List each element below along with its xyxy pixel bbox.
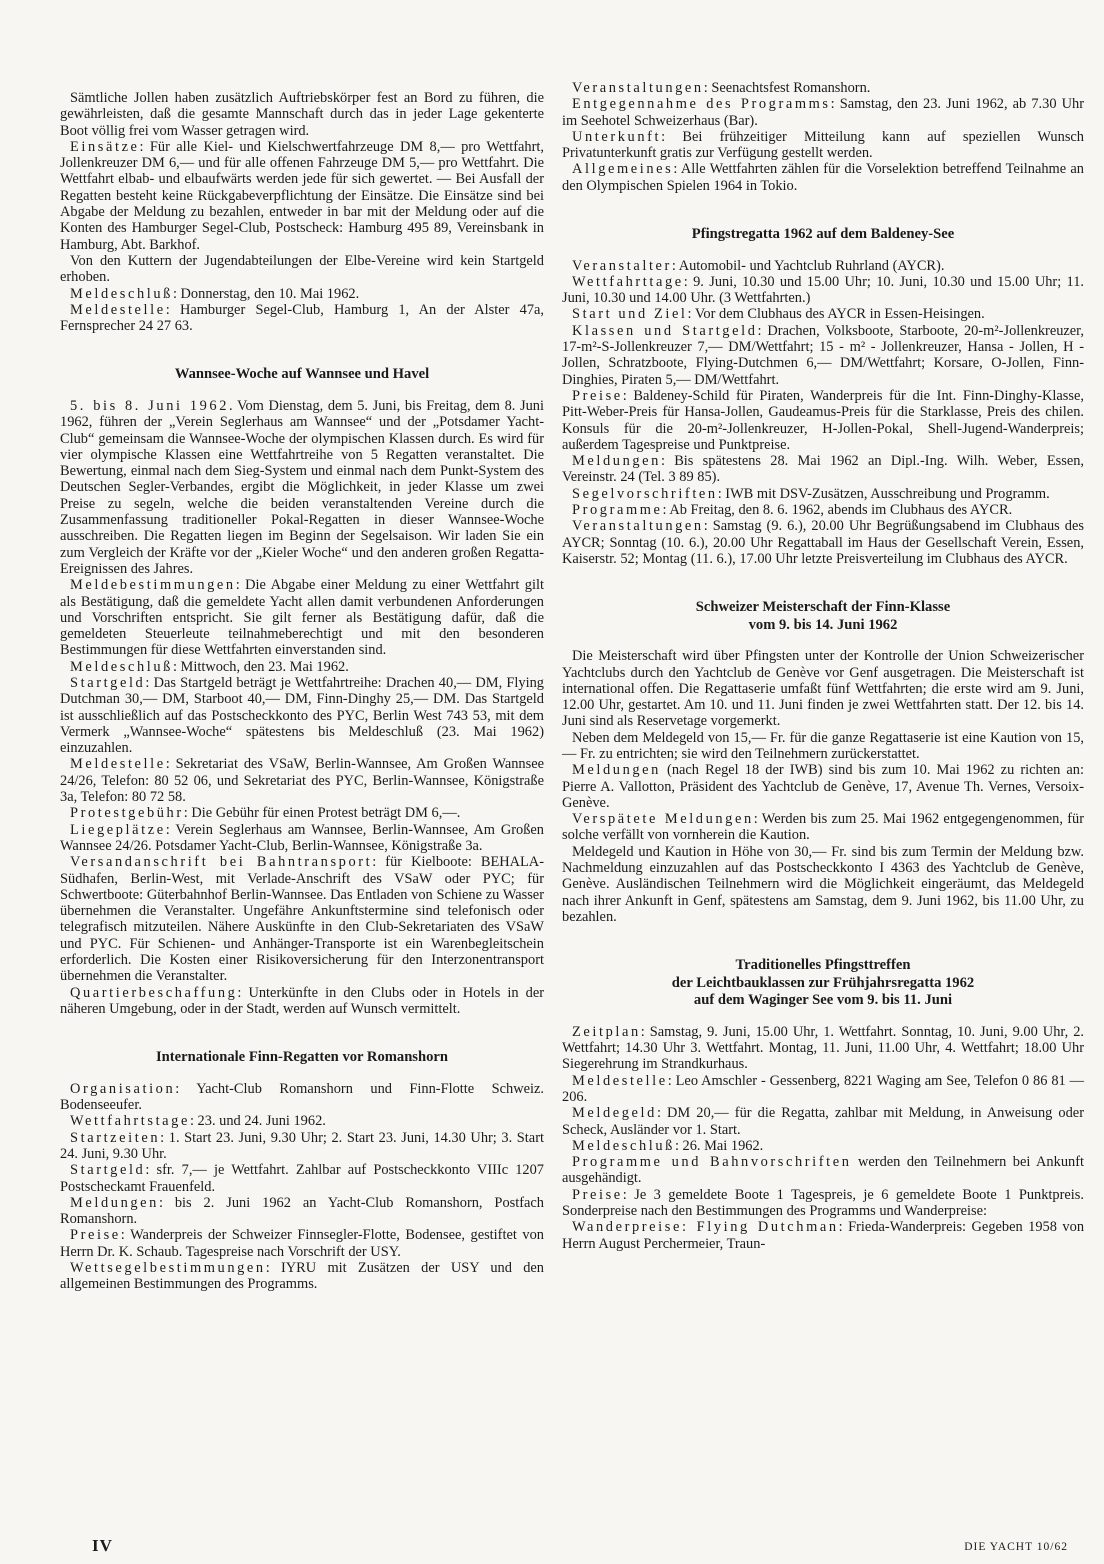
paragraph <box>562 811 1084 844</box>
paragraph <box>562 1187 1084 1220</box>
paragraph-text: : bis 2. Juni 1962 an Yacht-Club Romanshorn, Postfach Romanshorn. <box>60 1194 544 1228</box>
paragraph-text: : Hamburger Segel-Club, Hamburg 1, An der Alster 47a, Fernsprecher 24 27 63. <box>60 301 544 335</box>
right-column <box>562 80 1084 1252</box>
paragraph <box>60 1081 544 1114</box>
paragraph <box>60 675 544 756</box>
paragraph-lead: Klassen und Startgeld <box>572 322 758 339</box>
paragraph-lead: Wanderpreise: Flying Dutchman <box>572 1219 839 1236</box>
paragraph <box>562 648 1084 729</box>
paragraph-text: : Das Startgeld beträgt je Wettfahrtreihe: Drachen 40,— DM, Flying Dutchman 30,— DM, Starboot 40,— DM, Finn-Dinghy 25,— DM. Das Startgeld ist ausschließlich auf das Postscheckkonto des PYC, Berlin West 743 53, mit dem Vermerk „Wannsee-Woche“ spätestens bis Meldeschluß (23. Mai 1962) einzuzahlen. <box>60 675 544 757</box>
paragraph <box>60 756 544 805</box>
paragraph-lead: Preise <box>572 387 623 404</box>
paragraph-lead: Wettfahrttage <box>572 273 684 290</box>
paragraph <box>562 844 1084 925</box>
paragraph-text: : 9. Juni, 10.30 und 15.00 Uhr; 10. Juni, 10.30 und 15.00 Uhr; 11. Juni, 10.30 und 14.00 Uhr. (3 Wettfahrten.) <box>562 273 1084 307</box>
heading-line: Internationale Finn-Regatten vor Romanshorn <box>155 1049 448 1066</box>
paragraph <box>562 486 1084 502</box>
paragraph-lead: 5. bis 8. Juni 1962 <box>70 397 229 414</box>
wannsee-section <box>60 398 544 1017</box>
paragraph <box>562 453 1084 486</box>
paragraph <box>562 96 1084 129</box>
paragraph-text: Von den Kuttern der Jugendabteilungen der Elbe-Vereine wird kein Startgeld erhoben. <box>60 252 544 286</box>
section-heading-finn-regatten <box>60 1049 544 1067</box>
paragraph-lead: Zeitplan <box>572 1023 641 1040</box>
paragraph <box>60 253 544 286</box>
paragraph <box>562 323 1084 388</box>
paragraph-text: : Die Abgabe einer Meldung zu einer Wettfahrt gilt als Bestätigung, daß die gemeldete Yacht allen damit verbundenen Anforderungen und Vorschriften entspricht. Sie gilt ferner als Bestätigung dafür, daß die gemeldeten Steuerleute teilnahmeberechtigt und mit den besonderen Bestimmungen für diese Wettfahrten einverstanden sind. <box>60 577 544 659</box>
paragraph-text: : Sekretariat des VSaW, Berlin-Wannsee, Am Großen Wannsee 24/26, Telefon: 80 52 06, und Sekretariat des PYC, Berlin-Wannsee, Königstraße 3a, Telefon: 80 72 58. <box>60 756 544 806</box>
paragraph-text: : Ab Freitag, den 8. 6. 1962, abends im Clubhaus des AYCR. <box>662 502 1013 519</box>
paragraph-text: : Baldeney-Schild für Piraten, Wanderpreis für die Int. Finn-Dinghy-Klasse, Pitt-Weber-Preis für Hansa-Jollen, Gaudeamus-Preis für die Starklasse, Preis des chilen. Konsuls für die 20-m²-Jollenkreuzer, H-Jollen-Pokal, Shell-Jugend-Wanderpreis; außerdem Tagespreise und Punktpreise. <box>562 387 1084 453</box>
paragraph-text: : Bei frühzeitiger Mitteilung kann auf speziellen Wunsch Privatunterkunft gratis zur Verfügung gestellt werden. <box>562 128 1084 162</box>
paragraph <box>60 1260 544 1293</box>
paragraph <box>60 1113 544 1129</box>
paragraph-lead: Meldungen <box>70 1194 159 1211</box>
section-heading-wannsee <box>60 366 544 384</box>
paragraph-lead: Meldestelle <box>572 1072 668 1089</box>
paragraph-text: Sämtliche Jollen haben zusätzlich Auftriebskörper fest an Bord zu führen, die gewährleisten, daß die gesamte Mannschaft durch das in jeder Lage gekenterte Boot völlig frei vom Wasser getragen wird. <box>60 90 544 139</box>
paragraph-text: : Verein Seglerhaus am Wannsee, Berlin-Wannsee, Am Großen Wannsee 24/26. Potsdamer Yacht-Club, Berlin-Wannsee, Königstraße 3a. <box>60 821 544 854</box>
baldeney-section <box>562 258 1084 568</box>
paragraph <box>562 388 1084 453</box>
paragraph-text: : Vor dem Clubhaus des AYCR in Essen-Heisingen. <box>687 306 985 323</box>
paragraph <box>60 90 544 139</box>
paragraph-text: : Für alle Kiel- und Kielschwertfahrzeuge DM 8,— pro Wettfahrt, Jollenkreuzer DM 6,— und für alle offenen Fahrzeuge DM 5,— pro Wettfahrt. Die Wettfahrt elbab- und elbaufwärts werden jede für sich gewertet. — Bei Ausfall der Regatten besteht keine Rückgabeverpflichtung der Einsätze. Die Einsätze sind bei Abgabe der Meldung zu bezahlen, entweder in bar mit der Meldung oder auf die Konten des Hamburger Segel-Club, Postscheck: Hamburg 495 89, Vereinsbank in Hamburg, Abt. Barkhof. <box>60 138 544 253</box>
paragraph <box>562 306 1084 322</box>
paragraph-text: : Samstag, den 23. Juni 1962, ab 7.30 Uhr im Seehotel Schweizerhaus (Bar). <box>562 96 1084 129</box>
paragraph <box>60 1162 544 1195</box>
section-heading-baldeney <box>562 226 1084 244</box>
paragraph-text: : 26. Mai 1962. <box>674 1137 764 1154</box>
paragraph-text: Die Meisterschaft wird über Pfingsten unter der Kontrolle der Union Schweizerischer Yachtclubs durch den Yachtclub de Genève vor Genf ausgetragen. Die Meisterschaft ist international offen. Die Regattaserie umfaßt fünf Wettfahrten; die erste wird am 9. Juni, 12.00 Uhr, gestartet. Am 10. und 11. Juni finden je zwei Wettfahrten statt. Der 12. bis 14. Juni sind als Reservetage vorgemerkt. <box>562 648 1084 730</box>
paragraph-lead: Versandanschrift bei Bahntransport <box>70 854 373 871</box>
paragraph-lead: Verspätete Meldungen <box>572 811 754 828</box>
paragraph <box>562 80 1084 96</box>
finn-regatten-continued <box>562 80 1084 194</box>
paragraph-text: : für Kielboote: BEHALA-Südhafen, Berlin-West, mit Verlade-Anschrift des VSaW oder PYC; für Schwertboote: Güterbahnhof Berlin-Wannsee. Das Entladen von Schiene zu Wasser übernehmen die Veranstalter. Ungefähre Ankunftstermine sind telefonisch oder telegrafisch mitzuteilen. Nähere Auskünfte in den Club-Sekretariaten des VSaW und PYC. Für Schienen- und Anhänger-Transporte ist ein Warenbegleitschein erforderlich. Die Kosten einer Risikoversicherung für den Interzonentransport übernehmen die Veranstalter. <box>60 854 544 985</box>
section-heading-schweizer-meisterschaft <box>562 599 1084 634</box>
paragraph-text: : Wanderpreis der Schweizer Finnsegler-Flotte, Bodensee, gestiftet von Herrn Dr. K. Schaub. Tagespreise nach Vorschrift der USY. <box>60 1227 544 1260</box>
paragraph <box>60 822 544 855</box>
paragraph-text: : Donnerstag, den 10. Mai 1962. <box>172 285 360 302</box>
paragraph <box>60 659 544 675</box>
paragraph-text: : DM 20,— für die Regatta, zahlbar mit Meldung, in Anweisung oder Scheck, Ausländer vor 1. Start. <box>562 1105 1084 1138</box>
paragraph-text: . Vom Dienstag, dem 5. Juni, bis Freitag, dem 8. Juni 1962, führen der „Verein Seglerhaus am Wannsee“ und der „Potsdamer Yacht-Club“ gemeinsam die Wannsee-Woche der olympischen Klassen durch. Es wird für vier olympische Klassen eine Wettfahrtreihe von 5 Regatten veranstaltet. Die Bewertung, einmal nach dem Sieg-System und einmal nach dem Punkt-System des Deutschen Segler-Verbandes, ergibt die Möglichkeit, in jeder Klasse um zwei Preise zu segeln, welche die beiden veranstaltenden Vereine durch die Zusammenfassung traditioneller Pokal-Regatten in dieser Wannsee-Woche ausschreiben. Die Regatten liegen im Beginn der Segelsaison. Wir laden Sie ein zum Vergleich der Kräfte vor der „Kieler Woche“ und den anderen großen Regatta-Ereignissen des Jahres. <box>60 397 544 577</box>
intro-section <box>60 90 544 334</box>
paragraph-lead: Meldestelle <box>70 756 166 773</box>
paragraph-lead: Start und Ziel <box>572 306 688 323</box>
paragraph-lead: Preise <box>70 1227 121 1244</box>
paragraph-lead: Protestgebühr <box>70 805 184 822</box>
heading-line: auf dem Waginger See vom 9. bis 11. Juni <box>693 992 953 1009</box>
paragraph <box>60 805 544 821</box>
paragraph-lead: Programme <box>572 502 663 519</box>
paragraph-text: : 1. Start 23. Juni, 9.30 Uhr; 2. Start 23. Juni, 14.30 Uhr; 3. Start 24. Juni, 9.30 Uhr. <box>60 1129 544 1162</box>
heading-line: Wannsee-Woche auf Wannsee und Havel <box>174 366 430 383</box>
paragraph-lead: Wettsegelbestimmungen <box>70 1260 266 1276</box>
paragraph-text: : Seenachtsfest Romanshorn. <box>703 80 871 96</box>
finn-regatten-section <box>60 1081 544 1293</box>
page-number: IV <box>92 1536 113 1555</box>
paragraph-lead: Organisation <box>70 1080 176 1097</box>
paragraph-lead: Unterkunft <box>572 128 662 145</box>
heading-line: Traditionelles Pfingsttreffen <box>735 957 911 974</box>
paragraph <box>562 1024 1084 1073</box>
paragraph <box>562 502 1084 518</box>
paragraph-lead: Meldeschluß <box>70 658 173 675</box>
paragraph-lead: Meldegeld <box>572 1105 657 1122</box>
paragraph <box>562 762 1084 811</box>
paragraph-lead: Startzeiten <box>70 1129 161 1146</box>
schweizer-meisterschaft-section <box>562 648 1084 925</box>
paragraph-lead: Meldestelle <box>70 301 166 318</box>
waging-section <box>562 1024 1084 1252</box>
paragraph <box>562 1219 1084 1252</box>
paragraph-lead: Allgemeines <box>572 161 674 178</box>
paragraph <box>60 1130 544 1163</box>
paragraph-text: : sfr. 7,— je Wettfahrt. Zahlbar auf Postscheckkonto VIIIc 1207 Postscheckamt Frauenfeld. <box>60 1162 544 1195</box>
paragraph <box>60 1227 544 1260</box>
paragraph-lead: Veranstaltungen <box>572 80 704 96</box>
paragraph-text: : Frieda-Wanderpreis: Gegeben 1958 von Herrn August Perchermeier, Traun- <box>562 1219 1085 1252</box>
paragraph-text: (nach Regel 18 der IWB) sind bis zum 10. Mai 1962 zu richten an: Pierre A. Vallotton, Präsident des Yachtclub de Genève, 17, Avenue Th. Vernes, Versoix-Genève. <box>562 762 1084 811</box>
paragraph <box>60 985 544 1018</box>
paragraph-lead: Einsätze <box>70 138 140 155</box>
paragraph <box>562 1154 1084 1187</box>
paragraph-text: Neben dem Meldegeld von 15,— Fr. für die ganze Regattaserie ist eine Kaution von 15,— Fr. zu entrichten; sie wird den Teilnehmern zurückerstattet. <box>562 729 1084 762</box>
paragraph-text: : Samstag, 9. Juni, 15.00 Uhr, 1. Wettfahrt. Sonntag, 10. Juni, 9.00 Uhr, 2. Wettfahrt; 14.30 Uhr 3. Wettfahrt. Montag, 11. Juni, 11.00 Uhr, 4. Wettfahrt; 18.00 Uhr Siegerehrung im Strandkurhaus. <box>562 1023 1084 1073</box>
paragraph-text: : Alle Wettfahrten zählen für die Vorselektion betreffend Teilnahme an den Olympischen Spielen 1964 in Tokio. <box>562 161 1084 194</box>
paragraph <box>562 161 1084 194</box>
left-column <box>60 90 544 1293</box>
paragraph-text: : Yacht-Club Romanshorn und Finn-Flotte Schweiz. Bodenseeufer. <box>60 1080 544 1114</box>
paragraph-text: Meldegeld und Kaution in Höhe von 30,— Fr. sind bis zum Termin der Meldung bzw. Nachmeldung einzuzahlen auf das Postscheckkonto I 4363 des Yachtclub de Genève, Genève. Ausländischen Teilnehmern wird die Möglichkeit eingeräumt, das Meldegeld nach ihrer Ankunft in Genf, spätestens am Samstag, dem 9. Juni 1962, bis 11.00 Uhr, zu bezahlen. <box>562 843 1084 925</box>
paragraph <box>562 1073 1084 1106</box>
paragraph-text: : 23. und 24. Juni 1962. <box>189 1113 326 1130</box>
paragraph <box>562 1138 1084 1154</box>
paragraph-lead: Entgegennahme des Programms <box>572 96 831 113</box>
paragraph <box>562 518 1084 567</box>
paragraph-text: : Unterkünfte in den Clubs oder in Hotels in der näheren Umgebung, oder in der Stadt, werden auf Wunsch vermittelt. <box>60 984 544 1017</box>
paragraph <box>60 1195 544 1228</box>
paragraph <box>562 730 1084 763</box>
paragraph-text: : IWB mit DSV-Zusätzen, Ausschreibung und Programm. <box>717 485 1050 502</box>
paragraph <box>562 258 1084 274</box>
paragraph-lead: Startgeld <box>70 675 146 691</box>
paragraph-text: : Mittwoch, den 23. Mai 1962. <box>172 658 349 675</box>
paragraph <box>60 139 544 253</box>
paragraph-lead: Meldungen <box>572 762 661 779</box>
paragraph-lead: Startgeld <box>70 1162 146 1179</box>
paragraph <box>60 286 544 302</box>
heading-line: vom 9. bis 14. Juni 1962 <box>748 616 898 633</box>
heading-line: Pfingstregatta 1962 auf dem Baldeney-See <box>691 226 955 243</box>
section-heading-waging <box>562 957 1084 1010</box>
paragraph-text: : Drachen, Volksboote, Starboote, 20-m²-Jollenkreuzer, 17-m²-S-Jollenkreuzer 7,— DM/Wettfahrt; 15 - m² - Jollenkreuzer, Hansa - Jollen, H - Jollen, Schratzboote, Flying-Dutchmen 6,— DM/Wettfahrt; Korsare, O-Jollen, Finn-Dinghies, Piraten 5,— DM/Wettfahrt. <box>562 322 1085 388</box>
paragraph-text: : Bis spätestens 28. Mai 1962 an Dipl.-Ing. Wilh. Weber, Essen, Vereinstr. 24 (Tel. 3 89 85). <box>562 453 1084 486</box>
paragraph <box>60 854 544 984</box>
heading-line: Schweizer Meisterschaft der Finn-Klasse <box>695 599 951 616</box>
paragraph <box>562 1105 1084 1138</box>
paragraph-text: : Je 3 gemeldete Boote 1 Tagespreis, je 6 gemeldete Boote 1 Punktpreis. Sonderpreise nach den Bestimmungen des Programms und Wanderpreise: <box>562 1186 1084 1220</box>
paragraph-lead: Meldebestimmungen <box>70 577 236 594</box>
paragraph-lead: Meldeschluß <box>70 285 173 302</box>
issue-label: DIE YACHT 10/62 <box>964 1541 1068 1553</box>
paragraph <box>60 398 544 577</box>
paragraph-lead: Programme und Bahnvorschriften <box>572 1154 852 1171</box>
paragraph-lead: Veranstaltungen <box>572 518 704 535</box>
paragraph-lead: Veranstalter <box>572 257 672 274</box>
paragraph-text: : IYRU mit Zusätzen der USY und den allgemeinen Bestimmungen des Programms. <box>60 1260 544 1293</box>
paragraph-text: werden den Teilnehmern bei Ankunft ausgehändigt. <box>562 1154 1085 1187</box>
paragraph-text: : Die Gebühr für einen Protest beträgt DM 6,—. <box>183 805 461 822</box>
paragraph-lead: Preise <box>572 1186 623 1203</box>
paragraph-lead: Quartierbeschaffung <box>70 984 238 1001</box>
paragraph-lead: Liegeplätze <box>70 821 166 838</box>
paragraph-lead: Meldungen <box>572 453 661 470</box>
paragraph-lead: Wettfahrtstage <box>70 1113 190 1130</box>
paragraph-text: : Automobil- und Yachtclub Ruhrland (AYCR). <box>671 257 945 274</box>
paragraph <box>562 129 1084 162</box>
heading-line: der Leichtbauklassen zur Frühjahrsregatta 1962 <box>671 974 975 991</box>
paragraph <box>60 577 544 658</box>
paragraph-lead: Segelvorschriften <box>572 485 718 502</box>
paragraph-lead: Meldeschluß <box>572 1137 675 1154</box>
paragraph <box>562 274 1084 307</box>
paragraph <box>60 302 544 335</box>
paragraph-text: : Werden bis zum 25. Mai 1962 entgegengenommen, für solche verfällt von vornherein die Kaution. <box>562 811 1084 844</box>
paragraph-text: : Samstag (9. 6.), 20.00 Uhr Begrüßungsabend im Clubhaus des AYCR; Sonntag (10. 6.), 20.00 Uhr Regattaball im Haus der Gesellschaft Verein, Essen, Kaiserstr. 52; Montag (11. 6.), 17.00 Uhr letzte Preisverteilung im Clubhaus des AYCR. <box>562 518 1084 567</box>
paragraph-text: : Leo Amschler - Gessenberg, 8221 Waging am See, Telefon 0 86 81 — 206. <box>562 1072 1084 1105</box>
